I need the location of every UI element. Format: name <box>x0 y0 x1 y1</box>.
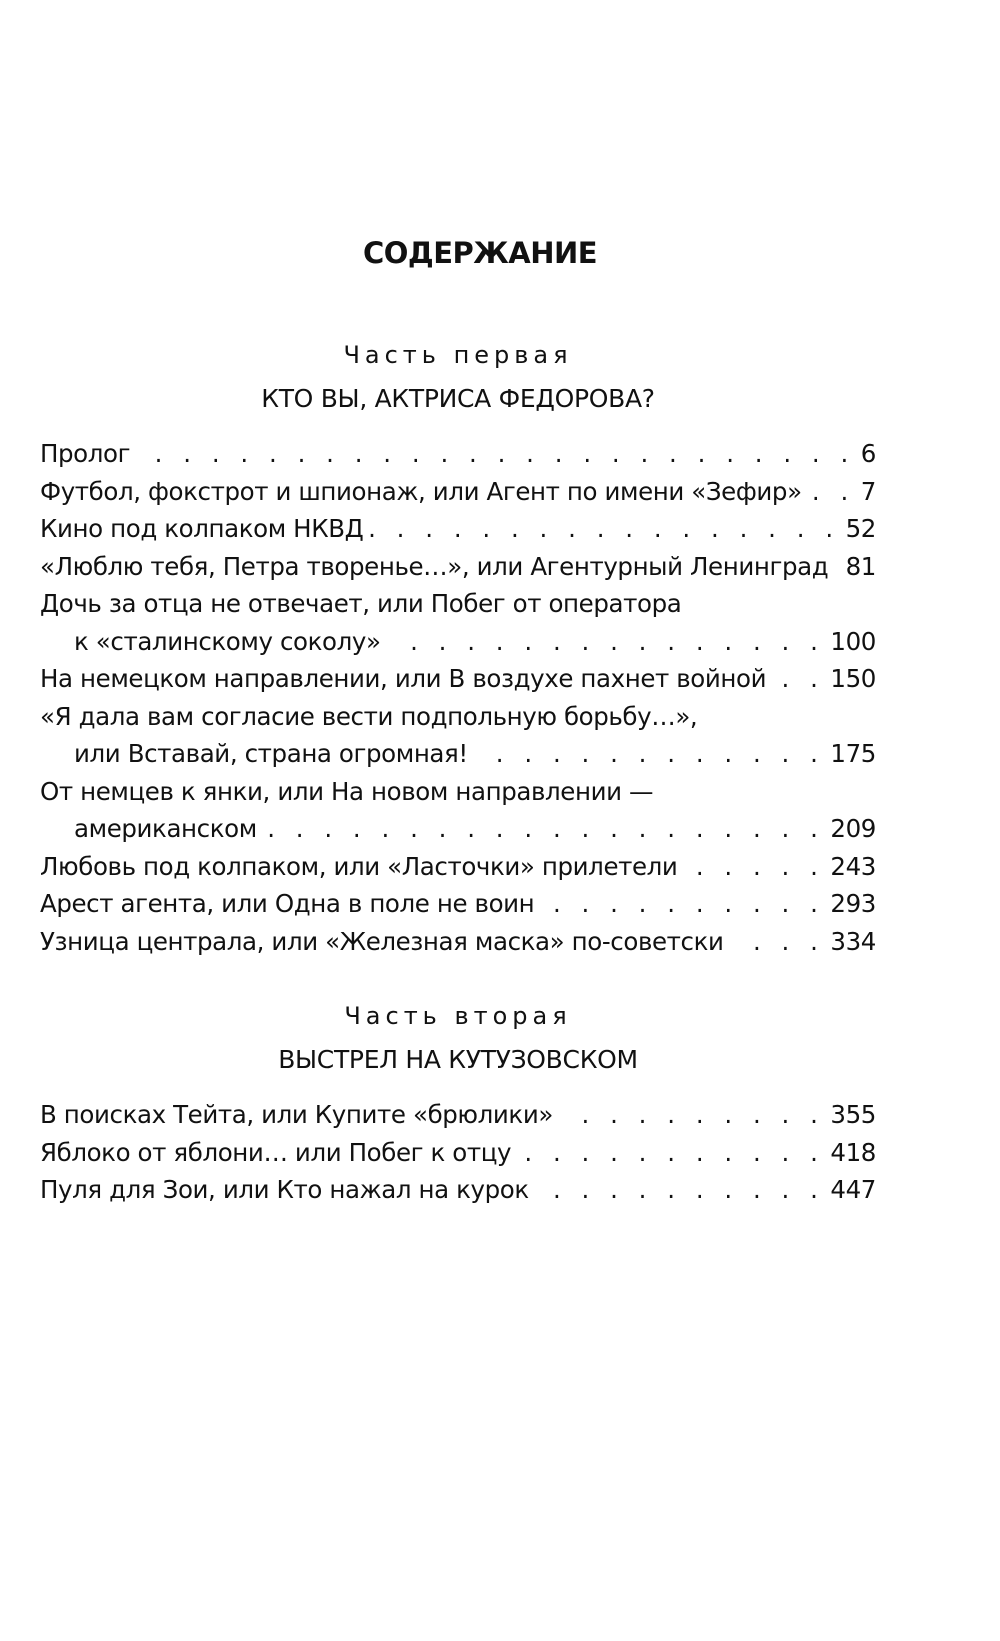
toc-entry-title: Арест агента, или Одна в поле не воин <box>40 889 535 918</box>
dot-leader <box>808 473 855 511</box>
toc-title: СОДЕРЖАНИЕ <box>362 236 598 270</box>
toc-entry[interactable] <box>40 510 876 548</box>
dot-leader <box>136 435 855 473</box>
toc-page-number: 6 <box>860 439 876 468</box>
toc-entry-title: Кино под колпаком НКВД <box>40 514 364 543</box>
toc-entry-line <box>40 1171 876 1209</box>
toc-entry[interactable] <box>40 1134 876 1172</box>
dot-leader <box>772 660 824 698</box>
part-two <box>40 994 876 1209</box>
toc-entry[interactable] <box>40 1096 876 1134</box>
toc-entry-line <box>40 510 876 548</box>
toc-entry-title: От немцев к янки, или На новом направлении — <box>40 776 654 806</box>
toc-page-number: 150 <box>830 664 876 693</box>
dot-leader <box>517 1134 824 1172</box>
toc-entry-line <box>40 1096 876 1134</box>
dot-leader <box>730 923 825 961</box>
toc-page-number: 243 <box>830 851 876 881</box>
toc-entry[interactable] <box>40 698 876 773</box>
toc-entry-title: или Вставай, страна огромная! <box>74 739 468 768</box>
toc-entry-title: Пуля для Зои, или Кто нажал на курок <box>40 1175 529 1204</box>
toc-entry[interactable] <box>40 435 876 473</box>
toc-page-number: 293 <box>830 889 876 918</box>
part-label: Часть первая <box>343 341 573 369</box>
toc-entry-line <box>40 773 876 811</box>
toc-entry-title: «Люблю тебя, Петра творенье…», или Агентурный Ленинград <box>40 551 829 581</box>
dot-leader <box>474 735 825 773</box>
toc-entry-line <box>40 1134 876 1172</box>
toc-page-number: 209 <box>830 814 876 843</box>
toc-entry[interactable] <box>40 585 876 660</box>
toc-page-number: 81 <box>845 551 876 581</box>
toc-entry[interactable] <box>40 473 876 511</box>
dot-leader <box>387 623 825 661</box>
toc-entry-line <box>40 473 876 511</box>
toc-page-number: 418 <box>830 1137 876 1167</box>
dot-leader <box>683 848 824 886</box>
toc-entry-line <box>40 585 876 623</box>
toc-entries <box>40 435 876 960</box>
dot-leader <box>559 1096 824 1134</box>
toc-page-number: 334 <box>830 926 876 956</box>
toc-page-number: 175 <box>830 739 876 768</box>
toc-page-number: 447 <box>830 1175 876 1204</box>
toc-page-number: 52 <box>845 514 876 543</box>
toc-page-number: 355 <box>830 1100 876 1129</box>
toc-entry[interactable] <box>40 773 876 848</box>
dot-leader <box>535 1171 825 1209</box>
toc-entry-title: Пролог <box>40 439 131 468</box>
toc-entry-title: Дочь за отца не отвечает, или Побег от оператора <box>40 589 682 618</box>
toc-page-number: 7 <box>860 476 876 506</box>
toc-entry-title: к «сталинскому соколу» <box>74 626 381 656</box>
toc-entry[interactable] <box>40 923 876 961</box>
dot-leader <box>540 885 824 923</box>
toc-entry-line <box>40 735 876 773</box>
toc-entry-title: На немецком направлении, или В воздухе пахнет войной <box>40 664 767 693</box>
toc-entry[interactable] <box>40 848 876 886</box>
part-title: КТО ВЫ, АКТРИСА ФЕДОРОВА? <box>261 384 655 413</box>
toc-entry-title: Яблоко от яблони… или Побег к отцу <box>40 1137 512 1167</box>
toc-entry-line <box>40 435 876 473</box>
toc-entry[interactable] <box>40 548 876 586</box>
toc-entry-title: В поисках Тейта, или Купите «брюлики» <box>40 1100 553 1129</box>
dot-leader <box>834 548 839 586</box>
toc-entry-line <box>40 923 876 961</box>
toc-entry-title: Футбол, фокстрот и шпионаж, или Агент по имени «Зефир» <box>40 476 802 506</box>
toc-entry-title: «Я дала вам согласие вести подпольную борьбу…», <box>40 701 698 731</box>
toc-entry-line <box>40 623 876 661</box>
toc-entry-line <box>40 885 876 923</box>
part-label: Часть вторая <box>344 1002 572 1030</box>
part-title: ВЫСТРЕЛ НА КУТУЗОВСКОМ <box>278 1045 638 1074</box>
dot-leader <box>369 510 839 548</box>
toc-entry[interactable] <box>40 660 876 698</box>
toc-entry-line <box>40 810 876 848</box>
toc-entry-line <box>40 548 876 586</box>
toc-page-number: 100 <box>830 626 876 656</box>
toc-entry-title: Любовь под колпаком, или «Ласточки» прилетели <box>40 851 678 881</box>
toc-entry-line <box>40 660 876 698</box>
toc-entry-line <box>40 698 876 736</box>
toc-entry-title: Узница централа, или «Железная маска» по-советски <box>40 926 724 956</box>
dot-leader <box>263 810 825 848</box>
part-one <box>40 333 876 960</box>
toc-entry-title: американском <box>74 814 257 843</box>
toc-entry[interactable] <box>40 1171 876 1209</box>
toc-entries <box>40 1096 876 1209</box>
toc-entry-line <box>40 848 876 886</box>
toc-entry[interactable] <box>40 885 876 923</box>
